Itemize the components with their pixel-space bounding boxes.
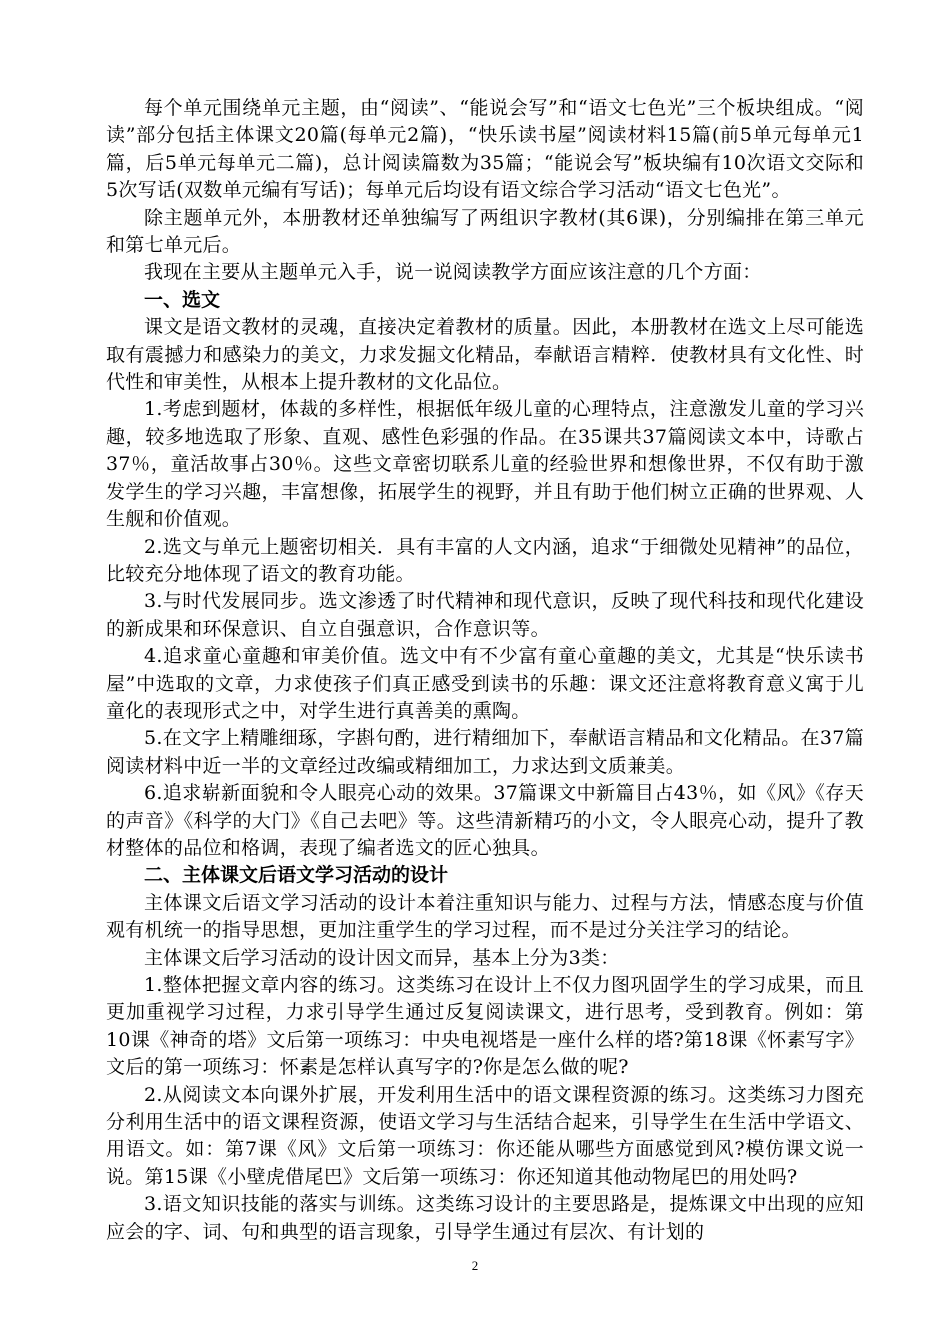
paragraph-activity-design-principle: 主体课文后语文学习活动的设计本着注重知识与能力、过程与方法，情感态度与价值观有机统一的指导思想，更加注重学生的学习过程，而不是过分关注学习的结论。 [106, 891, 864, 942]
paragraph-selection-point-3: 3.与时代发展同步。选文渗透了时代精神和现代意识，反映了现代科技和现代化建设的新成果和环保意识、自立自强意识，合作意识等。 [106, 590, 864, 640]
paragraph-selection-point-6: 6.追求崭新面貌和令人眼亮心动的效果。37篇课文中新篇目占43％，如《风》《存天的声音》《科学的大门》《自己去吧》等。这些清新精巧的小文，令人眼亮心动，提升了教材整体的品位和格调，表现了编者选文的匠心独具。 [106, 782, 864, 859]
paragraph-activity-type-1: 1.整体把握文章内容的练习。这类练习在设计上不仅力图巩固学生的学习成果，而且更加重视学习过程，力求引导学生通过反复阅读课文，进行思考，受到教育。例如：第10课《神奇的塔》文后第一项练习：中央电视塔是一座什么样的塔?第18课《怀素写字》文后的第一项练习：怀素是怎样认真写字的?你是怎么做的呢? [106, 974, 864, 1079]
document-body [106, 95, 864, 1246]
paragraph-selection-point-2: 2.选文与单元上题密切相关．具有丰富的人文内涵，追求“于细微处见精神”的品位，比较充分地体现了语文的教育功能。 [106, 535, 864, 585]
section-heading-activity-design: 二、主体课文后语文学习活动的设计 [144, 864, 449, 887]
paragraph-literacy-units: 除主题单元外，本册教材还单独编写了两组识字教材(其6课)，分别编排在第三单元和第七单元后。 [106, 206, 864, 257]
paragraph-selection-point-1: 1.考虑到题材，体裁的多样性，根据低年级儿童的心理特点，注意激发儿童的学习兴趣，较多地选取了形象、直观、感性色彩强的作品。在35课共37篇阅读文本中，诗歌占37％，童活故事占30％。这些文章密切联系儿童的经验世界和想像世界，不仅有助于激发学生的学习兴趣，丰富想像，拓展学生的视野，并且有助于他们树立正确的世界观、人生舰和价值观。 [106, 398, 864, 531]
paragraph-reading-intro: 我现在主要从主题单元入手，说一说阅读教学方面应该注意的几个方面： [144, 261, 762, 284]
paragraph-activity-type-3: 3.语文知识技能的落实与训练。这类练习设计的主要思路是，提炼课文中出现的应知应会的字、词、句和典型的语言现象，引导学生通过有层次、有计划的 [106, 1193, 864, 1243]
paragraph-selection-point-4: 4.追求童心童趣和审美价值。选文中有不少富有童心童趣的美文，尤其是“快乐读书屋”中选取的文章，力求使孩子们真正感受到读书的乐趣：课文还注意将教育意义寓于儿童化的表现形式之中，对学生进行真善美的熏陶。 [106, 645, 864, 722]
paragraph-activity-type-2: 2.从阅读文本向课外扩展，开发利用生活中的语文课程资源的练习。这类练习力图充分利用生活中的语文课程资源，使语文学习与生活结合起来，引导学生在生活中学语文、用语文。如：第7课《风》文后第一项练习：你还能从哪些方面感觉到风?模仿课文说一说。第15课《小壁虎借尾巴》文后第一项练习：你还知道其他动物尾巴的用处吗? [106, 1083, 864, 1188]
paragraph-selection-point-5: 5.在文字上精雕细琢，字斟句酌，进行精细加下，奉献语言精品和文化精品。在37篇阅读材料中近一半的文章经过改编或精细加工，力求达到文质兼美。 [106, 727, 864, 777]
paragraph-text-selection-overview: 课文是语文教材的灵魂，直接决定着教材的质量。因此，本册教材在选文上尽可能选取有震撼力和感染力的美文，力求发掘文化精品，奉献语言精粹．使教材具有文化性、时代性和审美性，从根本上提升教材的文化品位。 [106, 316, 864, 394]
paragraph-activity-categories: 主体课文后学习活动的设计因文而异，基本上分为3类： [144, 946, 620, 969]
paragraph-unit-structure: 每个单元围绕单元主题，由“阅读”、“能说会写”和“语文七色光”三个板块组成。“阅读”部分包括主体课文20篇(每单元2篇)，“快乐读书屋”阅读材料15篇(前5单元每单元1篇，后5单元每单元二篇)，总计阅读篇数为35篇；“能说会写”板块编有10次语文交际和5次写话(双数单元编有写话)；每单元后均设有语文综合学习活动“语文七色光”。 [106, 97, 864, 202]
page-number: 2 [471, 1258, 479, 1273]
section-heading-text-selection: 一、选文 [144, 288, 221, 311]
